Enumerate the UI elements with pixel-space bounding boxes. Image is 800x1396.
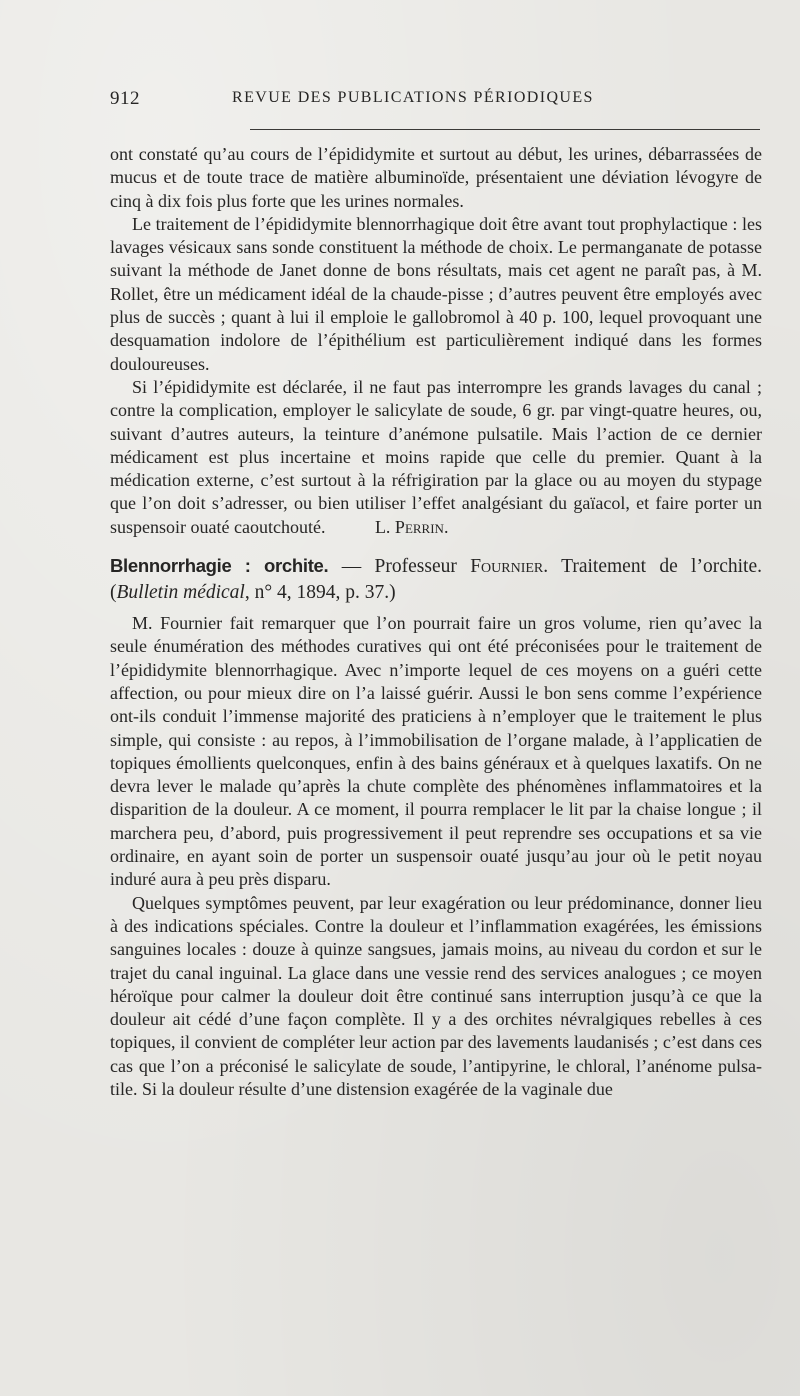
article1-paragraph-1: ont constaté qu’au cours de l’épididymite et surtout au début, les urines, débarrassées de mucus et de toute trace de matière albuminoïde, présentaient une déviation lévogyre de cinq à dix fois plus forte que les urines normales. xyxy=(110,144,762,211)
article2-heading-title: Blennorrhagie : orchite. xyxy=(110,555,329,577)
page-body xyxy=(110,143,762,1101)
article2-heading xyxy=(110,553,762,606)
running-header xyxy=(110,88,760,116)
article1-paragraph-3-text: Si l’épididymite est déclarée, il ne faut pas interrompre les grands lavages du canal ; contre la complication, employer le salicylate de soude, 6 gr. par vingt-quatre heures, ou, suivant d’autres auteurs, la teinture d’anémone pulsatile. Mais l’action de ce dernier médicament est plus incertaine et moins rapide que celle du premier. Quant à la médication externe, c’est surtout à la réfrigiration par la glace ou au moyen du stypage que l’on doit s’adresser, ou bien utiliser l’effet analgésiant du gaïacol, et faire porter un suspensoir ouaté caoutchouté. xyxy=(110,376,762,537)
article2-heading-reference: , n° 4, 1894, p. 37.) xyxy=(244,582,396,604)
article1-signature: L. Perrin. xyxy=(374,516,449,537)
article2-heading-journal: Bulletin médical xyxy=(116,582,245,604)
article2-paragraph-2: Quelques symptômes peuvent, par leur exagération ou leur prédominance, donner lieu à des indications spéciales. Contre la douleur et l’inflammation exagérées, les émissions sanguines locales : douze à quinze sangsues, jamais moins, au niveau du cordon et sur le trajet du canal inguinal. La glace dans une vessie rend des services analogues ; ce moyen héroïque pour calmer la douleur doit être continué sans interruption jusqu’à ce que la douleur ait cédé d’une façon complète. Il y a des orchites névralgiques rebelles à ces topiques, il convient de compléter leur action par des lavements laudanisés ; c’est dans ces cas que l’on a préconisé le salicylate de soude, l’antipyrine, le chloral, l’anénome pulsatile. Si la douleur résulte d’une distension exagérée de la vaginale due xyxy=(110,892,762,1099)
page-number: 912 xyxy=(110,88,140,109)
article2-paragraph-1: M. Fournier fait remarquer que l’on pourrait faire un gros volume, rien qu’avec la seule énumération des méthodes curatives qui ont été préconisées pour le traitement de l’épididymite blennorrhagique. Avec n’importe lequel de ces moyens on a guéri cette affection, ou pour mieux dire on l’a laissé guérir. Aussi le bon sens comme l’expérience ont-ils conduit l’immense majorité des praticiens à n’employer que le traitement le plus simple, qui consiste : au repos, à l’immobilisation de l’organe malade, à l’applicatien de topiques émollients quelconques, enfin à des bains généraux et à quelques laxatifs. On ne devra lever le malade qu’après la chute complète des phénomènes inflammatoires et la disparition de la douleur. A ce moment, il pourra remplacer le lit par la chaise longue ; il marchera peu, d’abord, puis progressivement il peut reprendre ses occupations et sa vie ordinaire, en ayant soin de porter un suspensoir ouaté jusqu’au jour où le petit noyau induré aura à peu près disparu. xyxy=(110,613,762,890)
header-rule xyxy=(250,129,760,130)
article2-heading-subject: Traitement de l’orchite. ( xyxy=(110,556,762,604)
article1-paragraph-2: Le traitement de l’épididymite blennorrhagique doit être avant tout prophylactique : les lavages vésicaux sans sonde constituent la méthode de choix. Le permanganate de potasse suivant la méthode de Janet donne de bons résultats, mais cet agent ne paraît pas, à M. Rollet, être un médicament idéal de la chaude-pisse ; d’autres peuvent être employés avec plus de succès ; quant à lui il emploie le gallobromol à 40 p. 100, lequel provoquant une desquamation indolore de l’épithélium est particulièrement indiqué dans les formes douloureuses. xyxy=(110,213,762,374)
running-title: REVUE DES PUBLICATIONS PÉRIODIQUES xyxy=(232,89,594,106)
article2-heading-dash: — Professeur xyxy=(328,556,471,578)
article1-paragraph-3 xyxy=(110,376,762,539)
article2-heading-author: Fournier. xyxy=(470,556,549,578)
